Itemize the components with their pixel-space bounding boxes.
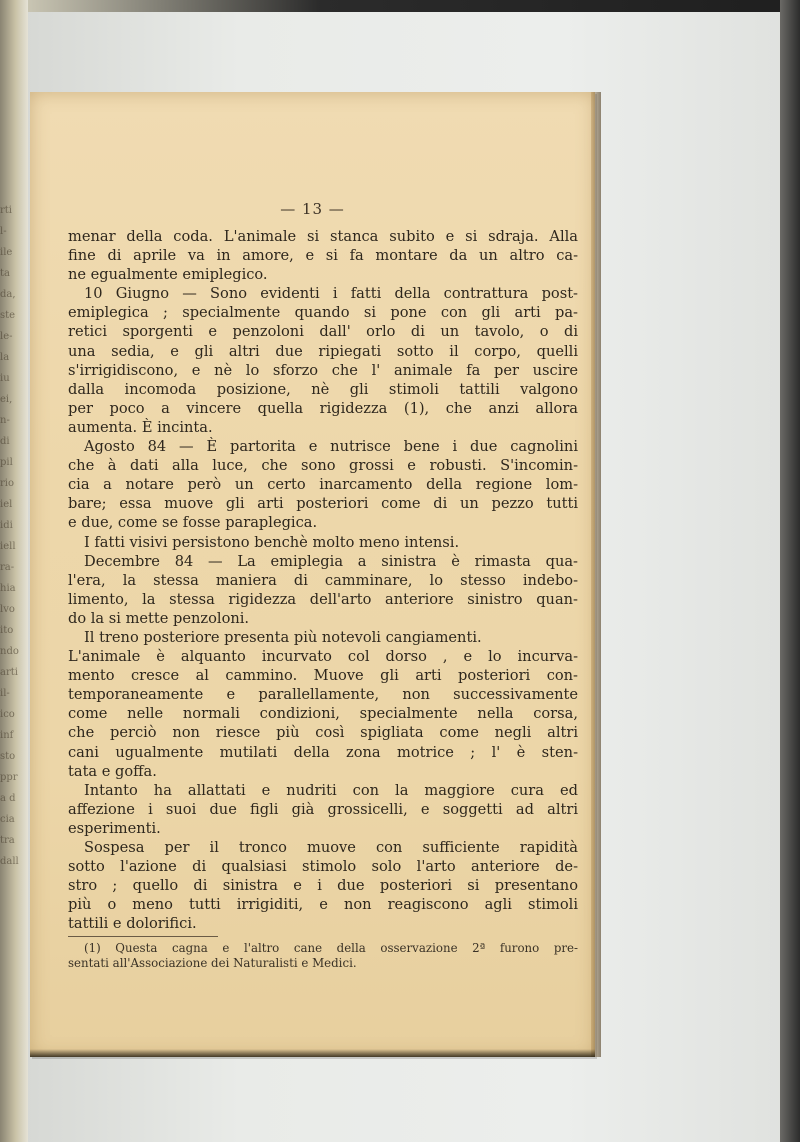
margin-fragment: tra [0,835,15,846]
left-page-edge [0,0,28,1142]
margin-fragment: di [0,436,10,447]
text-line: una sedia, e gli altri due ripiegati sotto il corpo, quelli [68,342,578,360]
footnote-rule [68,936,218,937]
margin-fragment: ndo [0,646,19,657]
text-line: Intanto ha allattati e nudriti con la maggiore cura ed [84,781,578,799]
margin-fragment: il- [0,688,10,699]
text-line: Decembre 84 — La emiplegia a sinistra è rimasta qua- [84,552,578,570]
text-line: bare; essa muove gli arti posteriori come di un pezzo tutti [68,495,578,513]
text-line: s'irrigidiscono, e nè lo sforzo che l' animale fa per uscire [68,361,578,379]
document-page [30,92,595,1057]
text-line: I fatti visivi persistono benchè molto meno intensi. [84,533,460,551]
top-edge-strip [0,0,800,12]
margin-fragment: ei, [0,394,13,405]
margin-fragment: hia [0,583,16,594]
text-line: Agosto 84 — È partorita e nutrisce bene i due cagnolini [84,438,578,456]
text-line: Sospesa per il tronco muove con sufficiente rapidità [84,839,578,856]
text-line: che perciò non riesce più così spigliata come negli altri [68,724,578,742]
footnote [68,941,578,970]
text-line: ne egualmente emiplegico. [68,266,268,284]
text-line: che à dati alla luce, che sono grossi e robusti. S'incomin- [68,457,578,475]
text-line: l'era, la stessa maniera di camminare, lo stesso indebo- [68,571,578,589]
text-line: dalla incomoda posizione, nè gli stimoli tattili valgono [68,380,578,398]
text-line: cia a notare però un certo inarcamento della regione lom- [68,476,578,494]
margin-fragment: iu [0,373,10,384]
margin-fragment: ra- [0,562,15,573]
margin-fragment: idi [0,520,13,531]
margin-fragment: iel [0,499,13,510]
margin-fragment: da, [0,289,16,300]
text-line: do la si mette penzoloni. [68,609,250,627]
text-line: più o meno tutti irrigiditi, e non reagiscono agli stimoli [68,896,578,914]
text-line: cani ugualmente mutilati della zona motrice ; l' è sten- [68,743,578,761]
margin-fragment: ta [0,268,10,279]
margin-fragment: dall [0,856,19,867]
margin-fragment: a d [0,793,16,804]
page-right-shadow [591,92,601,1057]
margin-fragment: ppr [0,772,18,783]
margin-fragment: le- [0,331,13,342]
text-line: menar della coda. L'animale si stanca subito e si sdraja. Alla [68,228,578,245]
body-lines [68,227,578,933]
margin-fragment: iell [0,541,16,552]
text-line: fine di aprile va in amore, e si fa montare da un altro ca- [68,247,578,265]
text-line: emiplegica ; specialmente quando si pone con gli arti pa- [68,304,578,322]
text-line: sotto l'azione di qualsiasi stimolo solo l'arto anteriore de- [68,858,578,876]
text-line: esperimenti. [68,819,161,837]
margin-fragment: l- [0,226,7,237]
page-number: — 13 — [280,200,345,218]
text-line: e due, come se fosse paraplegica. [68,514,318,532]
text-line: tattili e dolorifici. [68,915,197,933]
text-line: stro ; quello di sinistra e i due posteriori si presentano [68,877,578,895]
margin-fragment: sto [0,751,16,762]
margin-fragment: n- [0,415,10,426]
text-line: retici sporgenti e penzoloni dall' orlo di un tavolo, o di [68,323,578,341]
text-line: temporaneamente e parallellamente, non successivamente [68,686,578,704]
margin-fragment: lvo [0,604,15,615]
text-line: come nelle normali condizioni, specialmente nella corsa, [68,705,578,723]
margin-fragment: rti [0,205,12,216]
body-text [68,227,578,970]
text-line: tata e goffa. [68,762,157,780]
margin-fragment: cia [0,814,15,825]
text-line: 10 Giugno — Sono evidenti i fatti della contrattura post- [84,285,578,303]
text-line: per poco a vincere quella rigidezza (1), che anzi allora [68,399,578,417]
text-line: limento, la stessa rigidezza dell'arto anteriore sinistro quan- [68,590,578,608]
text-line: mento cresce al cammino. Muove gli arti posteriori con- [68,667,578,685]
margin-fragment: arti [0,667,18,678]
text-line: affezione i suoi due figli già grossicelli, e soggetti ad altri [68,800,578,818]
margin-fragment: ile [0,247,13,258]
text-line: L'animale è alquanto incurvato col dorso , e lo incurva- [68,648,578,666]
margin-fragment: ito [0,625,14,636]
text-line: aumenta. È incinta. [68,418,213,436]
margin-fragment: pil [0,457,13,468]
margin-fragment: ste [0,310,16,321]
margin-fragment: ico [0,709,15,720]
text-line: Il treno posteriore presenta più notevoli cangiamenti. [84,628,482,646]
margin-fragment: la [0,352,10,363]
footnote-line: sentati all'Associazione dei Naturalisti e Medici. [68,955,357,970]
margin-fragment: inf [0,730,14,741]
right-dark-edge [780,0,800,1142]
margin-fragment: rio [0,478,14,489]
footnote-line: (1) Questa cagna e l'altro cane della osservazione 2ª furono pre- [84,941,578,956]
